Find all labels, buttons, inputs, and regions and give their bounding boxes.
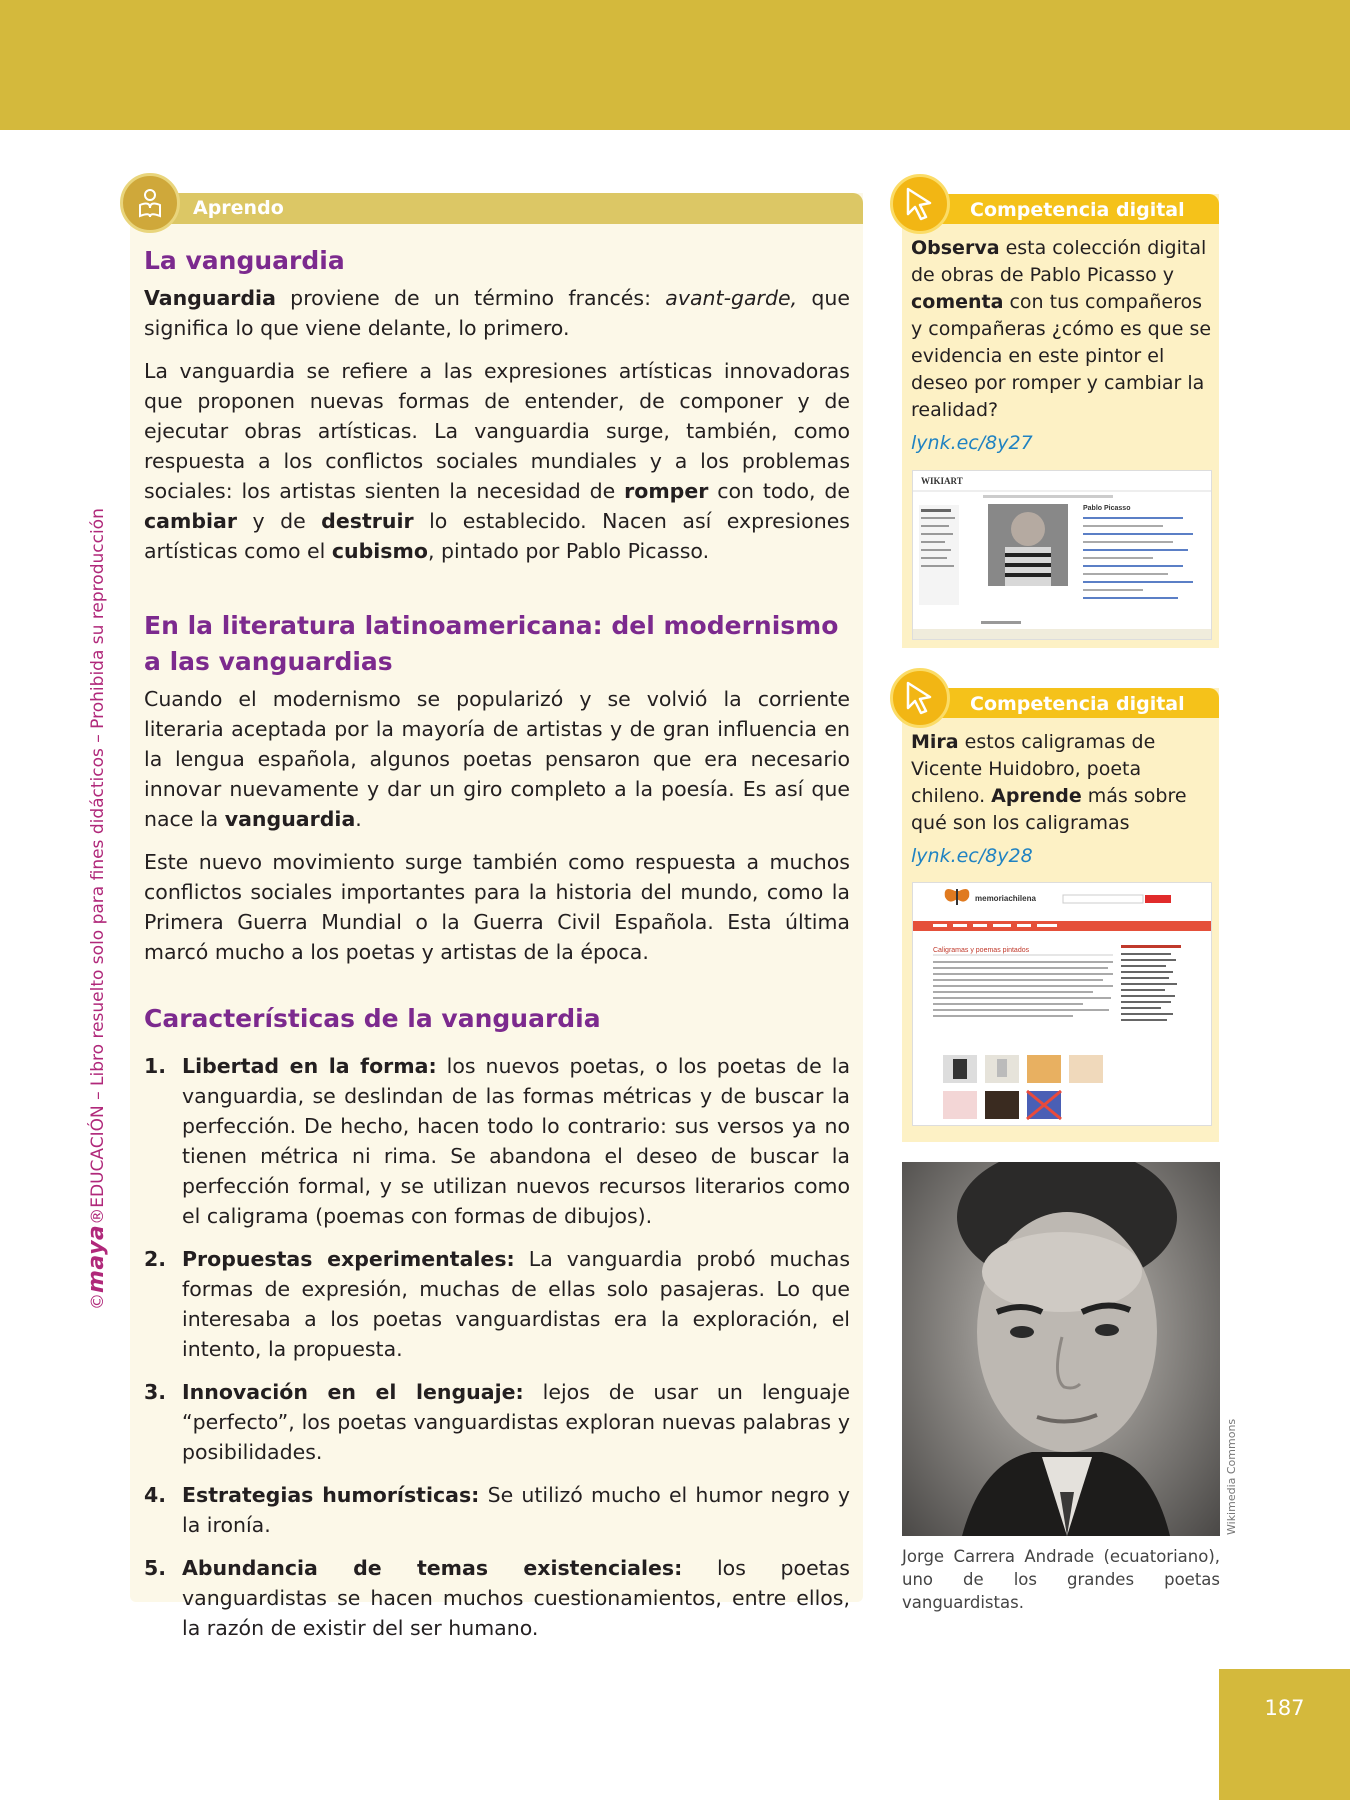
copyright-margin-text: ©maya®EDUCACIÓN – Libro resuelto solo para fines didácticos – Prohibida su reproducción	[84, 508, 109, 1310]
list-item: 5. Abundancia de temas existenciales: los poetas vanguardistas se hacen muchos cuestionamientos, entre ellos, la razón de existir del ser humano.	[144, 1556, 850, 1640]
reader-icon	[120, 173, 180, 233]
competencia-digital-label: Competencia digital	[970, 693, 1185, 715]
page-number: 187	[1219, 1669, 1350, 1800]
main-content	[144, 243, 850, 1656]
list-item: 2. Propuestas experimentales: La vanguardia probó muchas formas de expresión, muchas de ellas solo pasajeras. Lo que interesaba a los poetas vanguardistas era la exploración, el intento, la propuesta.	[144, 1247, 850, 1361]
paragraph: La vanguardia se refiere a las expresiones artísticas innovadoras que proponen nuevas formas de entender, de componer y de ejecutar obras artísticas. La vanguardia surge, también, como respuesta a los conflictos sociales mundiales y a los problemas sociales: los artistas sienten la necesidad de romper con todo, de cambiar y de destruir lo establecido. Nacen así expresiones artísticas como el cubismo, pintado por Pablo Picasso.	[144, 359, 850, 563]
list-item: 1. Libertad en la forma: los nuevos poetas, o los poetas de la vanguardia, se deslindan de las formas métricas y de buscar la perfección. De hecho, hacen todo lo contrario: sus versos ya no tienen métrica ni rima. Se abandona el deseo de buscar la perfección formal, y se utilizan nuevos recursos literarios como el caligrama (poemas con formas de dibujos).	[144, 1054, 851, 1228]
wikiart-screenshot	[912, 470, 1212, 640]
cursor-pointer-icon	[890, 174, 950, 234]
photo-caption: Jorge Carrera Andrade (ecuatoriano), uno de los grandes poetas vanguardistas.	[902, 1547, 1220, 1612]
paragraph: Vanguardia proviene de un término francés: avant-garde, que significa lo que viene delante, lo primero.	[144, 286, 851, 340]
paragraph: Cuando el modernismo se popularizó y se volvió la corriente literaria aceptada por la mayoría de artistas y de gran influencia en la lengua española, algunos poetas pensaron que era necesario innovar nuevamente y dar un giro completo a la poesía. Es así que nace la vanguardia.	[144, 687, 850, 831]
competencia-digital-text-2: Mira estos caligramas de Vicente Huidobro, poeta chileno. Aprende más sobre qué son los caligramas lynk.ec/8y28	[911, 729, 1213, 870]
competencia-digital-label: Competencia digital	[970, 199, 1185, 221]
paragraph: Este nuevo movimiento surge también como respuesta a muchos conflictos sociales importantes para la historia del mundo, como la Primera Guerra Mundial o la Guerra Civil Española. Esta última marcó mucho a los poetas y artistas de la época.	[144, 850, 850, 964]
characteristics-list	[144, 1051, 850, 1643]
list-item: 3. Innovación en el lenguaje: lejos de usar un lenguaje “perfecto”, los poetas vanguardistas exploran nuevas palabras y posibilidades.	[144, 1380, 850, 1464]
link-8y28[interactable]: lynk.ec/8y28	[911, 845, 1033, 867]
cursor-pointer-icon	[890, 668, 950, 728]
top-banner	[0, 0, 1350, 130]
link-8y27[interactable]: lynk.ec/8y27	[911, 432, 1033, 454]
site-logo: WIKIART	[921, 476, 963, 486]
competencia-digital-text-1: Observa esta colección digital de obras de Pablo Picasso y comenta con tus compañeros y compañeras ¿cómo es que se evidencia en este pintor el deseo por romper y cambiar la realidad? lynk.ec/8y27	[911, 235, 1213, 457]
list-item: 4. Estrategias humorísticas: Se utilizó mucho el humor negro y la ironía.	[144, 1483, 850, 1537]
photo-credit: Wikimedia Commons	[1225, 1418, 1238, 1535]
section-title-literatura: En la literatura latinoamericana: del modernismo a las vanguardias	[144, 611, 839, 676]
aprendo-header	[130, 193, 863, 224]
aprendo-header-label: Aprendo	[193, 197, 284, 219]
site-heading: Caligramas y poemas pintados	[933, 947, 1030, 954]
portrait-photo	[902, 1162, 1220, 1536]
section-title-vanguardia: La vanguardia	[144, 246, 345, 275]
section-title-caracteristicas: Características de la vanguardia	[144, 1004, 601, 1033]
brand-logo: maya	[84, 1224, 109, 1293]
memoriachilena-screenshot	[912, 882, 1212, 1126]
site-logo: memoriachilena	[975, 894, 1036, 903]
site-heading: Pablo Picasso	[1083, 505, 1131, 512]
